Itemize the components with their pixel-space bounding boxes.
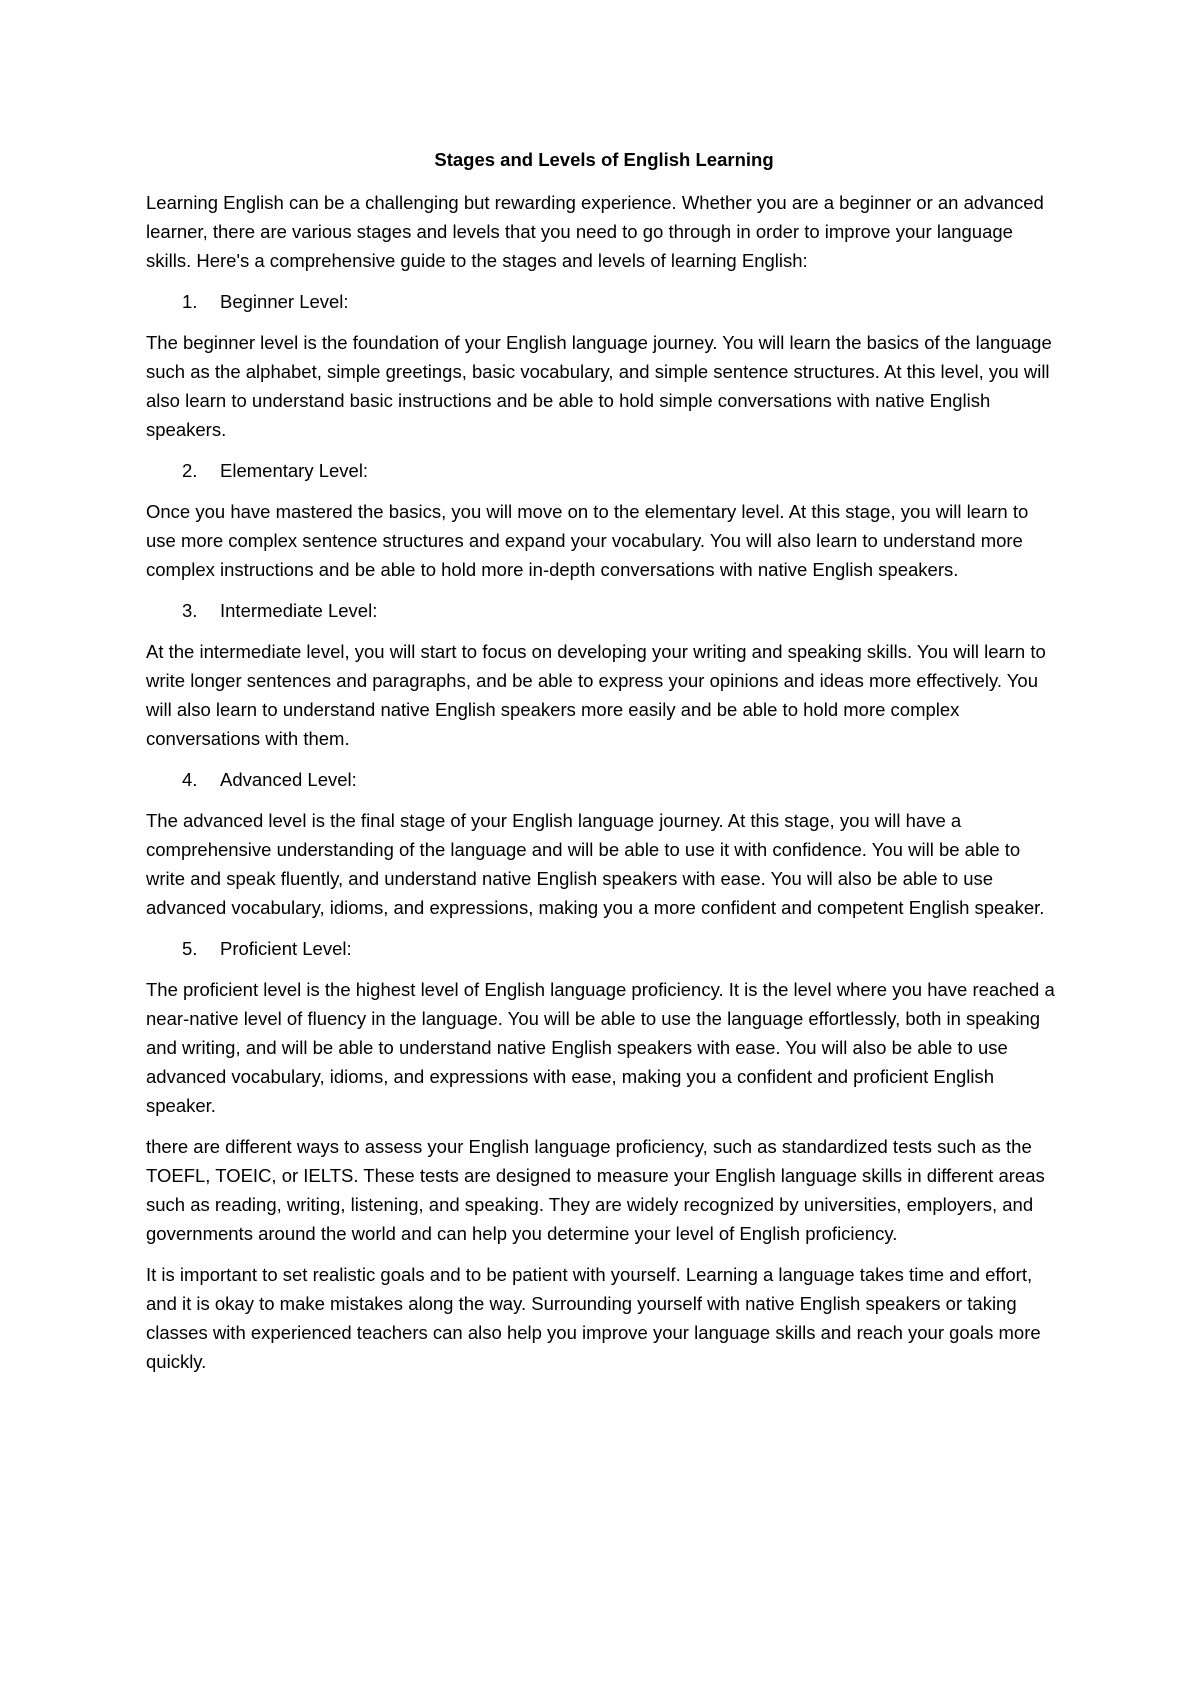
closing-paragraph: It is important to set realistic goals and to be patient with yourself. Learning a language takes time and effort, and it is okay to make mistakes along the way. Surrounding yourself with native English speakers or taking classes with experienced teachers can also help you improve your language skills and reach your goals more quickly. [146,1264,1041,1372]
document-content [146,148,1062,1388]
level-heading-text: Proficient Level: [220,938,352,959]
intro-paragraph: Learning English can be a challenging but rewarding experience. Whether you are a beginner or an advanced learner, there are various stages and levels that you need to go through in order to improve your language skills. Here's a comprehensive guide to the stages and levels of learning English: [146,192,1044,271]
list-number: 3. [182,600,198,621]
list-number: 5. [182,938,198,959]
level-body-5: The proficient level is the highest level of English language proficiency. It is the level where you have reached a near-native level of fluency in the language. You will be able to use the language effortlessly, both in speaking and writing, and will be able to understand native English speakers with ease. You will also be able to use advanced vocabulary, idioms, and expressions with ease, making you a confident and proficient English speaker. [146,979,1055,1116]
level-body-1: The beginner level is the foundation of your English language journey. You will learn the basics of the language such as the alphabet, simple greetings, basic vocabulary, and simple sentence structures. At this level, you will also learn to understand basic instructions and be able to hold simple conversations with native English speakers. [146,332,1052,440]
level-body-4: The advanced level is the final stage of your English language journey. At this stage, you will have a comprehensive understanding of the language and will be able to use it with confidence. You will be able to write and speak fluently, and understand native English speakers with ease. You will also be able to use advanced vocabulary, idioms, and expressions, making you a more confident and competent English speaker. [146,810,1045,918]
level-heading-3 [146,596,1062,625]
level-body-3: At the intermediate level, you will start to focus on developing your writing and speaking skills. You will learn to write longer sentences and paragraphs, and be able to express your opinions and ideas more effectively. You will also learn to understand native English speakers more easily and be able to hold more complex conversations with them. [146,641,1046,749]
list-number: 1. [182,291,198,312]
level-heading-text: Elementary Level: [220,460,369,481]
level-heading-5 [146,934,1062,963]
level-heading-4 [146,765,1062,794]
level-heading-2 [146,456,1062,485]
document-title: Stages and Levels of English Learning [434,149,774,170]
level-body-2: Once you have mastered the basics, you will move on to the elementary level. At this stage, you will learn to use more complex sentence structures and expand your vocabulary. You will also learn to understand more complex instructions and be able to hold more in-depth conversations with native English speakers. [146,501,1029,580]
level-heading-text: Intermediate Level: [220,600,378,621]
list-number: 2. [182,460,198,481]
level-heading-1 [146,287,1062,316]
assessment-paragraph: there are different ways to assess your English language proficiency, such as standardized tests such as the TOEFL, TOEIC, or IELTS. These tests are designed to measure your English language skills in different areas such as reading, writing, listening, and speaking. They are widely recognized by universities, employers, and governments around the world and can help you determine your level of English proficiency. [146,1136,1045,1244]
list-number: 4. [182,769,198,790]
level-heading-text: Beginner Level: [220,291,349,312]
level-heading-text: Advanced Level: [220,769,357,790]
